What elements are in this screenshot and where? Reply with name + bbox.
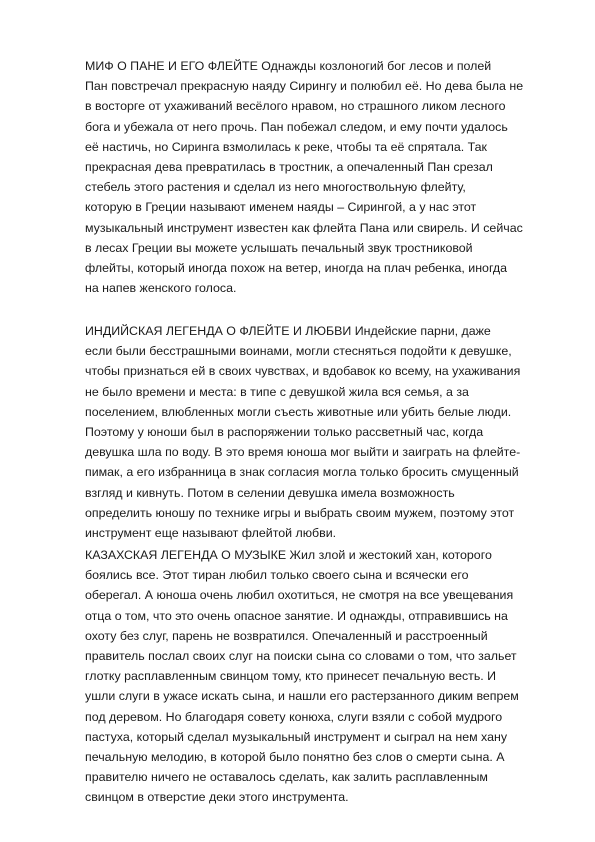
paragraph-kazakh-legend: КАЗАХСКАЯ ЛЕГЕНДА О МУЗЫКЕ Жил злой и жестокий хан, которого боялись все. Этот тиран любил только своего сына и всячески его оберегал. А юноша очень любил охотиться, не смотря на все увещевания отца о том, что это очень опасное занятие. И однажды, отправившись на охоту без слуг, парень не возвратился. Опечаленный и расстроенный правитель послал своих слуг на поиски сына со словами о том, что зальет глотку расплавленным свинцом тому, кто принесет печальную весть. И ушли слуги в ужасе искать сына, и нашли его растерзанного диким вепрем под деревом. Но благодаря совету конюха, слуги взяли с собой мудрого пастуха, который сделал музыкальный инструмент и сыграл на нем хану печальную мелодию, в которой было понятно без слов о смерти сына. А правителю ничего не оставалось сделать, как залить расплавленным свинцом в отверстие деки этого инструмента. — [85, 548, 519, 805]
paragraph-indian-legend: ИНДИЙСКАЯ ЛЕГЕНДА О ФЛЕЙТЕ И ЛЮБВИ Индейские парни, даже если были бесстрашными воинами, могли стесняться подойти к девушке, чтобы признаться ей в своих чувствах, и вдобавок ко всему, на ухаживания не было времени и места: в типе с девушкой жила вся семья, а за поселением, влюбленных могли съесть животные или убить белые люди. Поэтому у юноши был в распоряжении только рассветный час, когда девушка шла по воду. В это время юноша мог выйти и заиграть на флейте- пимак, а его избранница в знак согласия могла только бросить смущенный взгляд и кивнуть. Потом в селении девушка имела возможность определить юношу по технике игры и выбрать своим мужем, поэтому этот инструмент еще называют флейтой любви. — [85, 324, 521, 541]
paragraph-pan-myth: МИФ О ПАНЕ И ЕГО ФЛЕЙТЕ Однажды козлоногий бог лесов и полей Пан повстречал прекрасную наяду Сирингу и полюбил её. Но дева была не в восторге от ухаживаний весёлого нравом, но страшного ликом лесного бога и убежала от него прочь. Пан побежал следом, и ему почти удалось её настичь, но Сиринга взмолилась к реке, чтобы та её спрятала. Так прекрасная дева превратилась в тростник, а опечаленный Пан срезал стебель этого растения и сделал из него многоствольную флейту, которую в Греции называют именем наяды – Сирингой, а у нас этот музыкальный инструмент известен как флейта Пана или свирель. И сейчас в лесах Греции вы можете услышать печальный звук тростниковой флейты, который иногда похож на ветер, иногда на плач ребенка, иногда на напев женского голоса. — [85, 59, 524, 296]
